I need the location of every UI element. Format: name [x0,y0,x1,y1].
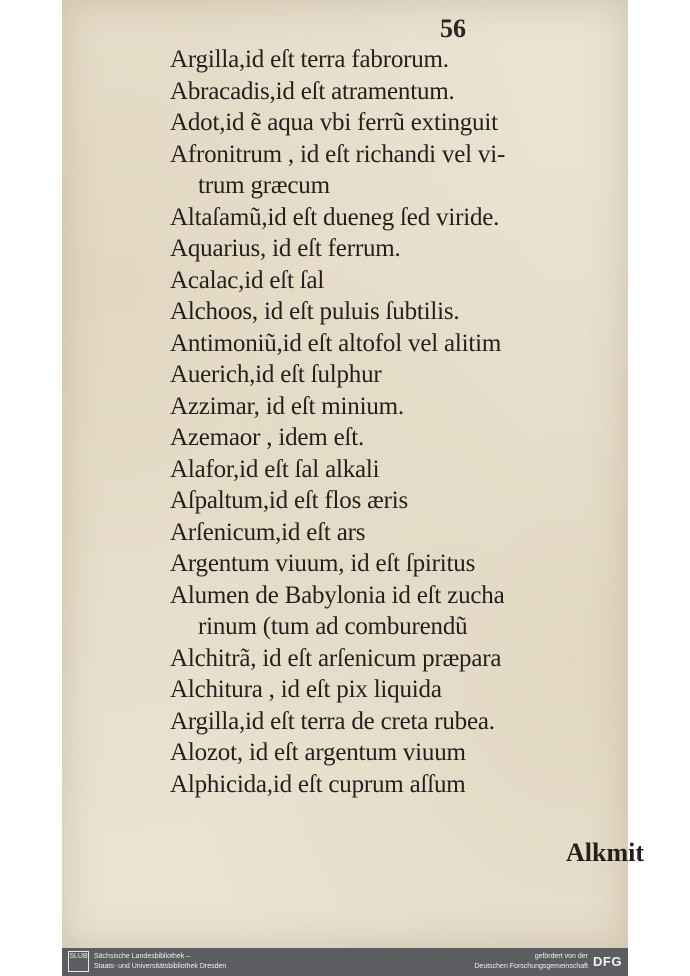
text-line: Adot,id ẽ aqua vbi ferrũ extinguit [170,109,498,136]
text-line: Abracadis,id eſt atramentum. [170,77,455,105]
text-line: Auerich,id eſt ſulphur [170,361,382,388]
text-line: Argilla,id eſt terra de creta rubea. [170,707,495,735]
text-line: Aquarius, id eſt ferrum. [170,235,401,262]
page-number: 56 [440,14,466,43]
text-line: Aſpaltum,id eſt flos æris [170,487,409,514]
catchword: Alkmit [566,838,644,867]
text-line: Azzimar, id eſt minium. [170,392,404,420]
text-line: Altaſamũ,id eſt dueneg ſed viride. [170,203,500,231]
text-line: Alafor,id eſt ſal alkali [170,455,380,483]
text-block [170,44,625,800]
footer-bar [62,948,628,976]
text-line: Afronitrum , id eſt richandi vel vi- [170,140,506,168]
text-line: Alphicida,id eſt cuprum aſſum [170,770,466,798]
text-line: rinum (tum ad comburendũ [198,613,468,640]
text-line: Acalac,id eſt ſal [170,266,325,294]
text-line: Alchitura , id eſt pix liquida [170,676,442,703]
funding-credit: gefördert von der Deutschen Forschungsgemeinschaft [474,953,588,970]
library-credit: Sächsische Landesbibliothek – Staats- und Universitätsbibliothek Dresden [94,953,227,970]
slub-logo-icon[interactable]: SLUB [68,951,89,972]
text-line: trum græcum [198,172,330,199]
text-line: Azemaor , idem eſt. [170,424,365,451]
text-line: Alumen de Babylonia id eſt zucha [170,581,505,609]
text-line: Argentum viuum, id eſt ſpiritus [170,550,476,577]
text-line: Arſenicum,id eſt ars [170,518,366,546]
dfg-logo-icon[interactable]: DFG [593,954,622,969]
text-line: Antimoniũ,id eſt altofol vel alitim [170,329,502,357]
text-line: Alchoos, id eſt puluis ſubtilis. [170,298,460,325]
book-page [62,0,644,948]
text-line: Alchitrã, id eſt arſenicum præpara [170,644,502,672]
text-line: Alozot, id eſt argentum viuum [170,739,466,766]
text-line: Argilla,id eſt terra fabrorum. [170,46,449,73]
